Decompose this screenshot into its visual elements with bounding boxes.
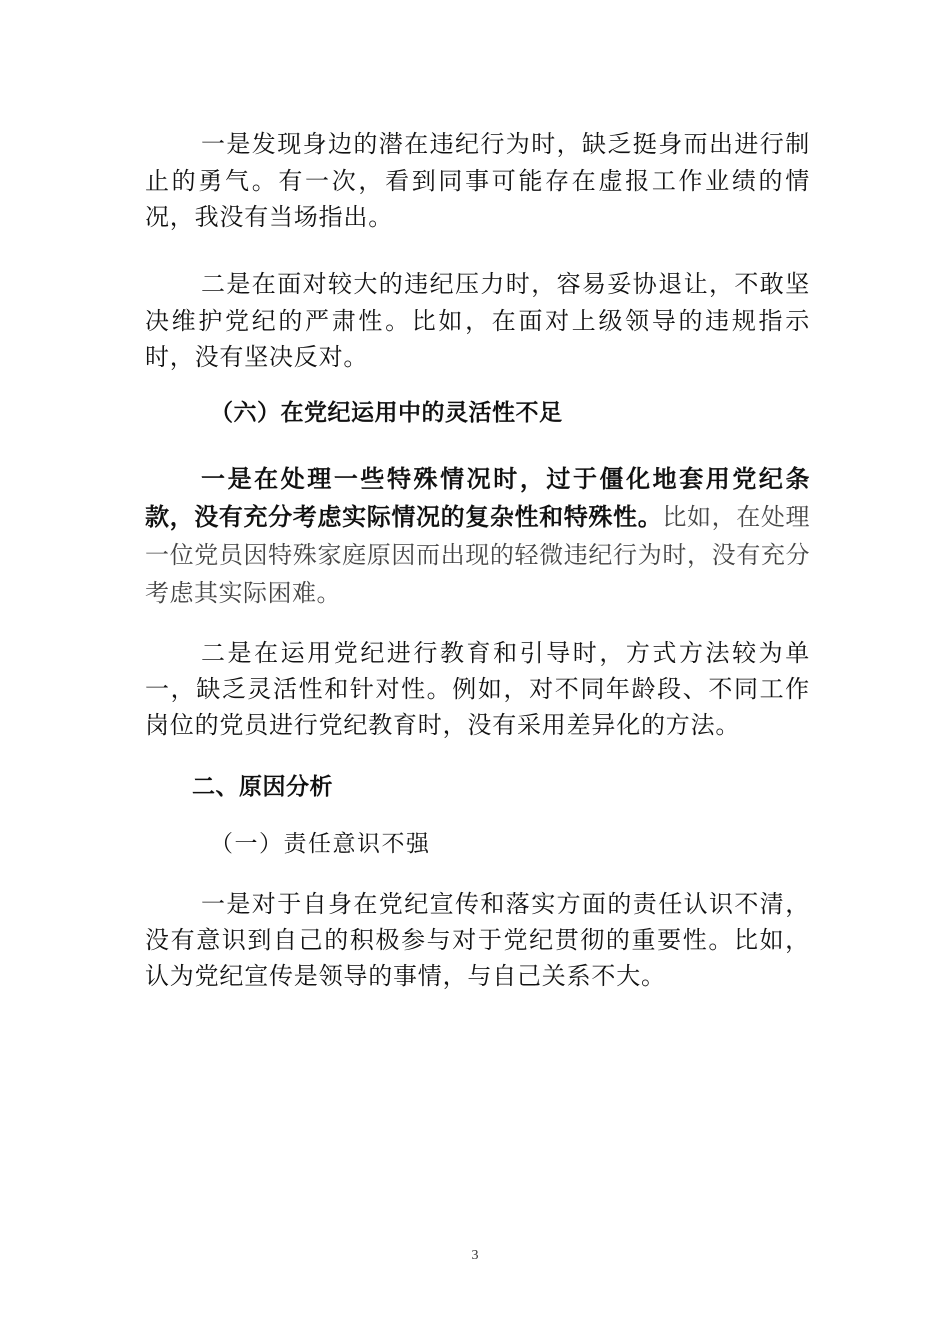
paragraph-compromise-under-pressure: 二是在面对较大的违纪压力时，容易妥协退让，不敢坚决维护党纪的严肃性。比如，在面对上级领导的违规指示时，没有坚决反对。 bbox=[145, 270, 810, 371]
page-number: 3 bbox=[471, 1248, 479, 1263]
paragraph-lack-courage: 一是发现身边的潜在违纪行为时，缺乏挺身而出进行制止的勇气。有一次，看到同事可能存在虚报工作业绩的情况，我没有当场指出。 bbox=[145, 130, 810, 231]
paragraph-unclear-responsibility: 一是对于自身在党纪宣传和落实方面的责任认识不清，没有意识到自己的积极参与对于党纪贯彻的重要性。比如，认为党纪宣传是领导的事情，与自己关系不大。 bbox=[145, 890, 810, 990]
section-6-heading: （六）在党纪运用中的灵活性不足 bbox=[210, 399, 563, 426]
paragraph-single-method: 二是在运用党纪进行教育和引导时，方式方法较为单一，缺乏灵活性和针对性。例如，对不同年龄段、不同工作岗位的党员进行党纪教育时，没有采用差异化的方法。 bbox=[145, 639, 810, 739]
responsibility-heading: （一）责任意识不强 bbox=[210, 831, 431, 857]
paragraph-bold-lead: 一是在处理一些特殊情况时，过于僵化地套用党纪条款，没有充分考虑实际情况的复杂性和特殊性。 bbox=[145, 464, 810, 531]
paragraph-example-text: 比如，在处理一位党员因特殊家庭原因而出现的轻微违纪行为时，没有充分考虑其实际困难。 bbox=[145, 503, 811, 607]
cause-analysis-heading: 二、原因分析 bbox=[192, 774, 333, 800]
paragraph-rigid-application bbox=[145, 460, 810, 612]
